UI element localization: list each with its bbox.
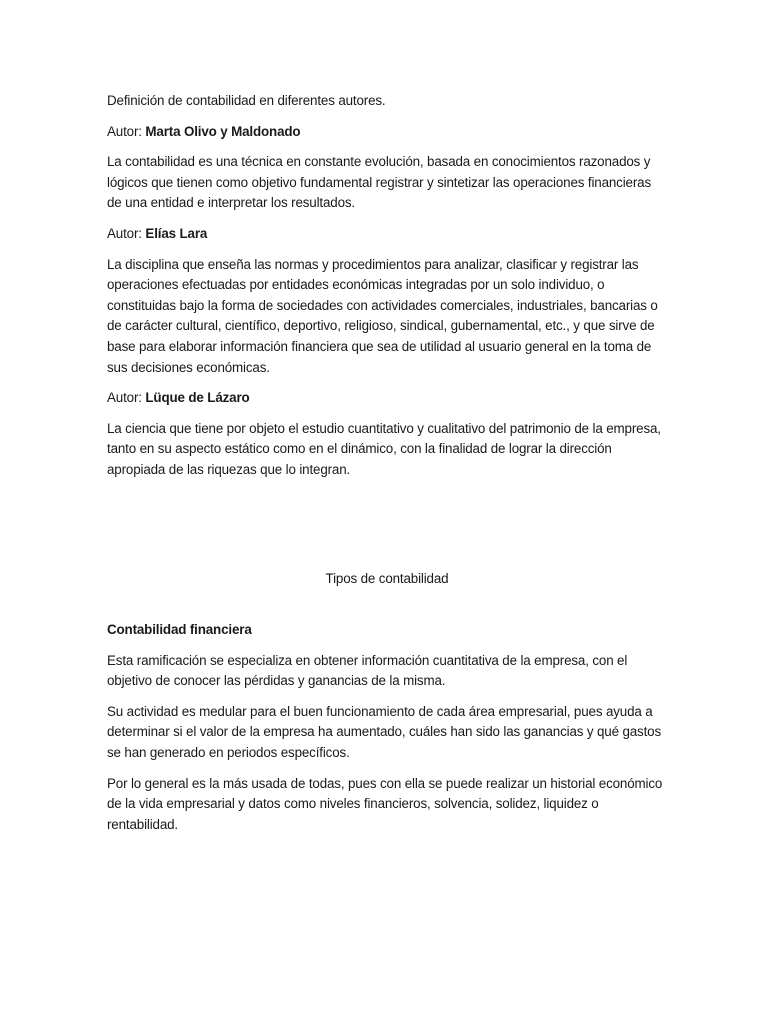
definition-text-1: La contabilidad es una técnica en constante evolución, basada en conocimientos razonados y lógicos que tienen como objetivo fundamental registrar y sintetizar las operaciones financieras de una entidad e interpretar los resultados. — [107, 154, 651, 211]
definition-text-3: La ciencia que tiene por objeto el estudio cuantitativo y cualitativo del patrimonio de la empresa, tanto en su aspecto estático como en el dinámico, con la finalidad de lograr la dirección apropiada de las riquezas que lo integran. — [107, 420, 661, 477]
types-heading: Tipos de contabilidad — [325, 570, 449, 586]
document-page — [107, 91, 667, 845]
spacer — [107, 491, 667, 509]
author-prefix: Autor: — [107, 225, 146, 241]
section-paragraph-2: Su actividad es medular para el buen funcionamiento de cada área empresarial, pues ayuda a determinar si el valor de la empresa ha aumentado, cuáles han sido las ganancias y qué gastos se han generado en periodos específicos. — [107, 703, 662, 761]
author-name: Elías Lara — [145, 225, 208, 241]
author-line-2 — [107, 224, 667, 245]
author-line-3 — [107, 388, 667, 409]
definition-text-2: La disciplina que enseña las normas y procedimientos para analizar, clasificar y registrar las operaciones efectuadas por entidades económicas integradas por un solo individuo, o constituidas bajo la forma de sociedades con actividades comerciales, industriales, bancarias o de carácter cultural, científico, deportivo, religioso, sindical, gubernamental, etc., y que sirve de base para elaborar información financiera que sea de utilidad al usuario general en la toma de sus decisiones económicas. — [107, 256, 658, 375]
author-prefix: Autor: — [107, 390, 146, 406]
author-prefix: Autor: — [107, 123, 146, 139]
section-paragraph-1: Esta ramificación se especializa en obtener información cuantitativa de la empresa, con el objetivo de conocer las pérdidas y ganancias de la misma. — [107, 652, 628, 689]
author-name: Marta Olivo y Maldonado — [145, 123, 301, 139]
author-line-1 — [107, 122, 667, 143]
author-name: Lüque de Lázaro — [145, 390, 250, 406]
document-title: Definición de contabilidad en diferentes autores. — [107, 93, 386, 108]
section-title: Contabilidad financiera — [107, 622, 252, 638]
section-paragraph-3: Por lo general es la más usada de todas, pues con ella se puede realizar un historial económico de la vida empresarial y datos como niveles financieros, solvencia, solidez, liquidez o rentabilidad. — [107, 775, 663, 832]
